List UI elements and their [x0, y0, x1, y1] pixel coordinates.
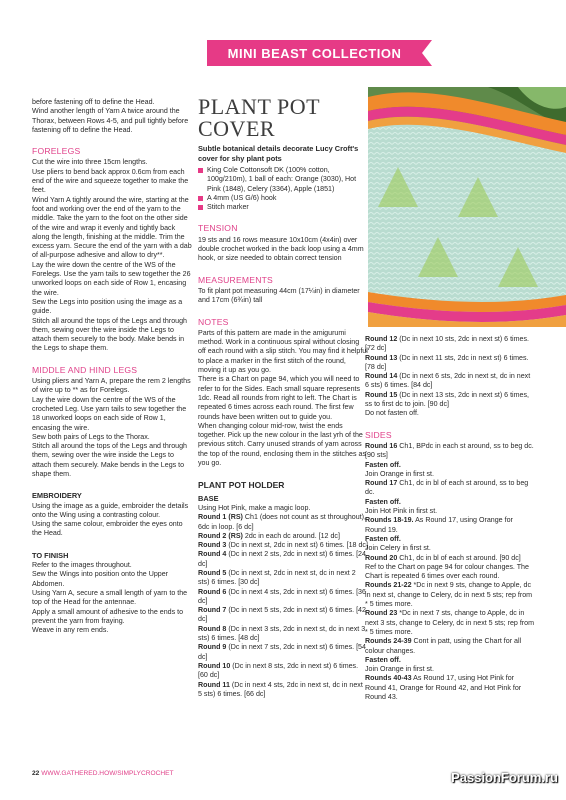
sides-line: Rounds 18-19. As Round 17, using Orange for Round 19.: [365, 516, 513, 534]
round-line: Round 8 (Dc in next 3 sts, 2dc in next st, dc in next 3 sts) 6 times. [48 dc]: [198, 624, 366, 643]
notes-para: When changing colour mid-row, twist the ends together. Pick up the new colour in the last yrh of the previous stitch. Carry unused strands of yarn across the top of the round, enclosing them in the stitches as you go.: [198, 421, 366, 468]
middle-legs-para: Stitch all around the tops of the Legs and through them, sewing over the wire inside the Legs to attach them securely. Make bends in the Legs to shape them.: [32, 442, 187, 478]
round-line: Round 15 (Dc in next 13 sts, 2dc in next st) 6 times, ss to first dc to join. [90 dc]: [365, 390, 530, 409]
page-footer: [32, 770, 174, 777]
pattern-title: PLANT POT COVER: [198, 94, 320, 141]
forelegs-para: Lay the wire down the centre of the WS of the Forelegs. Use the yarn tails to sew together the 26 unworked loops on each side of Row 1, encasing the wire.: [32, 260, 191, 297]
measurements-heading: MEASUREMENTS: [198, 274, 273, 285]
sides-line: Round 16 Ch1, BPdc in each st around, ss to beg dc. [90 sts]: [365, 441, 534, 460]
round-line: Round 11 (Dc in next 4 sts, 2dc in next st, dc in next 5 sts) 6 times. [66 dc]: [198, 680, 363, 698]
embroidery-para: Using the same colour, embroider the eyes onto the Head.: [32, 520, 183, 538]
intro-para: before fastening off to define the Head.: [32, 98, 155, 106]
tension-heading: TENSION: [198, 223, 238, 234]
sides-line: Fasten off.: [365, 460, 401, 469]
finish-para: Apply a small amount of adhesive to the ends to prevent the yarn from fraying.: [32, 607, 184, 625]
sides-line: Rounds 40-43 As Round 17, using Hot Pink for Round 41, Orange for Round 42, and Hot Pink for Round 43.: [365, 674, 522, 701]
finish-para: Using Yarn A, secure a small length of yarn to the top of the Head for the antennae.: [32, 588, 188, 607]
notes-para: Parts of this pattern are made in the amigurumi method. Work in a continuous spiral without closing off each round with a slip stitch. You may find it helpful to place a marker in the first stitch of the round, moving it up as you go.: [198, 328, 368, 375]
round-line: Round 4 (Dc in next 2 sts, 2dc in next st) 6 times. [24 dc]: [198, 550, 366, 568]
sides-line: Join Hot Pink in first st.: [365, 507, 438, 516]
round-line: Round 12 (Dc in next 10 sts, 2dc in next st) 6 times. [72 dc]: [365, 335, 530, 353]
intro-para: Wind another length of Yarn A twice around the Thorax, between Rows 4-5, and pull tightly before fastening off to define the Head.: [32, 107, 189, 134]
sides-heading: SIDES: [365, 429, 392, 440]
round-line: Round 9 (Dc in next 7 sts, 2dc in next st) 6 times. [54 dc]: [198, 643, 366, 661]
forelegs-para: Cut the wire into three 15cm lengths.: [32, 158, 148, 167]
measurements-text: To fit plant pot measuring 44cm (17¼in) in diameter and 17cm (6¾in) tall: [198, 286, 360, 305]
pattern-subtitle: Subtle botanical details decorate Lucy Croft's cover for shy plant pots: [198, 144, 359, 163]
column-middle: [198, 96, 368, 699]
materials-item: A 4mm (US G/6) hook: [198, 194, 368, 203]
section-banner: [207, 40, 422, 66]
sides-line: Rounds 24-39 Cont in patt, using the Chart for all colour changes.: [365, 637, 522, 655]
sides-line: Round 20 Ch1, dc in bl of each st around. [90 dc]: [365, 553, 521, 562]
sides-line: Fasten off.: [365, 534, 401, 543]
round-line: Round 1 (RS) Ch1 (does not count as st throughout), 6dc in loop. [6 dc]: [198, 513, 366, 531]
round-line: Round 3 (Dc in next st, 2dc in next st) 6 times. [18 dc]: [198, 541, 368, 550]
middle-legs-para: Using pliers and Yarn A, prepare the rem 2 lengths of wire up to ** as for Forelegs.: [32, 377, 191, 395]
sides-line: Join Orange in first st.: [365, 665, 434, 674]
embroidery-para: Using the image as a guide, embroider the details onto the Wing using a contrasting colour.: [32, 501, 189, 519]
base-heading: BASE: [198, 493, 219, 503]
forelegs-para: Wind Yarn A tightly around the wire, starting at the foot and working over the end of the yarn to the middle. Take the yarn to the foot on the other side of the wire and wrap it evenly and tightly back along the length, finishing at the middle. Trim the excess yarn. Secure the end of the yarn with a dab of all-purpose adhesive and allow to dry**.: [32, 195, 192, 260]
sides-line: Join Orange in first st.: [365, 469, 434, 478]
holder-heading: PLANT POT HOLDER: [198, 480, 285, 491]
embroidery-heading: EMBROIDERY: [32, 491, 82, 501]
finish-para: Refer to the images throughout.: [32, 561, 132, 570]
forelegs-para: Use pliers to bend back approx 0.6cm from each end of the wire and squeeze together to make the feet.: [32, 167, 189, 195]
finish-para: Sew the Wings into position onto the Upper Abdomen.: [32, 570, 169, 588]
base-intro: Using Hot Pink, make a magic loop.: [198, 503, 311, 512]
round-line: Round 6 (Dc in next 4 sts, 2dc in next st) 6 times. [36 dc]: [198, 587, 366, 605]
round-line: Round 10 (Dc in next 8 sts, 2dc in next st) 6 times. [60 dc]: [198, 661, 359, 680]
page-number: 22: [32, 770, 40, 777]
round-line: Round 5 (Dc in next st, 2dc in next st, dc in next 2 sts) 6 times. [30 dc]: [198, 568, 356, 587]
notes-heading: NOTES: [198, 316, 229, 327]
notes-para: There is a Chart on page 94, which you will need to refer to for the Sides. Each small square represents 1dc. Read all rounds from right to left. The Chart is repeated 6 times across each round. The first few rounds have been written out to guide you.: [198, 375, 361, 421]
forelegs-para: Sew the Legs into position using the image as a guide.: [32, 297, 183, 316]
do-not-fasten: Do not fasten off.: [365, 409, 419, 418]
round-line: Round 13 (Dc in next 11 sts, 2dc in next st) 6 times. [78 dc]: [365, 353, 529, 371]
sides-line: Join Celery in first st.: [365, 544, 431, 553]
round-line: Round 2 (RS) 2dc in each dc around. [12 dc]: [198, 531, 340, 540]
finish-heading: TO FINISH: [32, 550, 69, 560]
sides-line: Ref to the Chart on page 94 for colour changes. The Chart is repeated 6 times over each round.: [365, 562, 529, 581]
materials-item: King Cole Cottonsoft DK (100% cotton, 100g/210m), 1 ball of each: Orange (3030), Hot Pink (1848), Celery (3364), Apple (1851): [198, 166, 368, 194]
middle-legs-para: Sew both pairs of Legs to the Thorax.: [32, 432, 150, 441]
forelegs-heading: FORELEGS: [32, 146, 81, 157]
pot-cover-image: [368, 87, 566, 327]
tension-text: 19 sts and 16 rows measure 10x10cm (4x4in) over double crochet worked in the back loop using a 4mm hook, or size needed to obtain correct tension: [198, 235, 364, 263]
middle-legs-heading: MIDDLE AND HIND LEGS: [32, 364, 138, 375]
column-right: [365, 335, 535, 702]
sides-line: Fasten off.: [365, 655, 401, 664]
round-line: Round 14 (Dc in next 6 sts, 2dc in next st, dc in next 6 sts) 6 times. [84 dc]: [365, 372, 531, 390]
sides-line: Fasten off.: [365, 497, 401, 506]
banner-label: MINI BEAST COLLECTION: [227, 45, 402, 61]
column-left: [32, 98, 192, 635]
plant-pot-photo: [368, 87, 566, 327]
sides-line: Rounds 21-22 *Dc in next 9 sts, change to Apple, dc in next st, change to Celery, dc in next 5 sts; rep from * 5 times more.: [365, 581, 533, 609]
watermark: PassionForum.ru: [451, 770, 558, 785]
round-line: Round 7 (Dc in next 5 sts, 2dc in next st) 6 times. [42 dc]: [198, 606, 366, 624]
forelegs-para: Stitch all around the tops of the Legs and through them, sewing over the wire inside the Legs to attach them securely to the body. Make bends in the Legs to shape them.: [32, 316, 187, 353]
sides-line: Round 17 Ch1, dc in bl of each st around, ss to beg dc.: [365, 479, 529, 497]
sides-line: Round 23 *Dc in next 7 sts, change to Apple, dc in next 3 sts, change to Celery, dc in next 5 sts; rep from * 5 times more.: [365, 609, 535, 636]
finish-para: Weave in any rem ends.: [32, 626, 109, 635]
materials-item: Stitch marker: [198, 203, 368, 212]
footer-url[interactable]: WWW.GATHERED.HOW/SIMPLYCROCHET: [41, 770, 174, 777]
middle-legs-para: Lay the wire down the centre of the WS of the crocheted Leg. Use yarn tails to sew together the 18 unworked loops on each side of Row 1, encasing the wire.: [32, 395, 187, 432]
